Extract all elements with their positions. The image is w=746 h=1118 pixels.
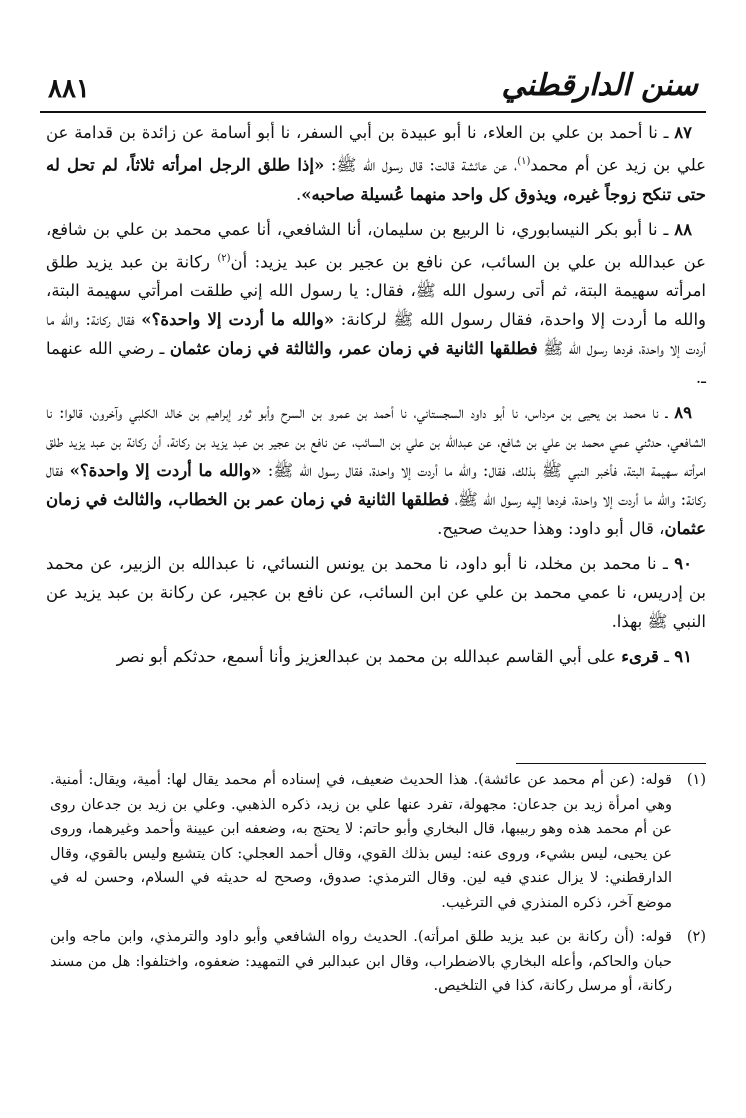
footnotes — [50, 768, 706, 1009]
hadith-paragraph — [46, 398, 706, 543]
hadith-text: فقال ركانة: والله ما أردت إلا واحدة، فردها رسول الله ﷺ — [46, 310, 706, 358]
hadith-paragraph — [46, 118, 706, 209]
hadith-paragraph — [46, 642, 706, 671]
hadith-text-bold: فطلقها الثانية في زمان عمر بن الخطاب، والثالث في زمان عثمان — [46, 490, 706, 538]
hadith-number: ٨٩ — [674, 403, 692, 422]
hadith-number: ٨٨ — [674, 219, 692, 239]
hadith-body — [46, 118, 706, 677]
hadith-text-bold: «والله ما أردت إلا واحدة؟» — [141, 310, 335, 329]
hadith-text-bold: قرىء — [621, 647, 659, 666]
footnote-mark: (١) — [686, 772, 706, 788]
hadith-text: ـ رضي الله عنهما ـ. — [46, 339, 706, 387]
hadith-number: ٩١ — [674, 647, 692, 666]
hadith-number: ٨٧ — [674, 123, 692, 142]
hadith-text-bold: فطلقها الثانية في زمان عمر، والثالثة في زمان عثمان — [169, 339, 538, 358]
page-header — [40, 68, 706, 112]
footnote-rule — [516, 763, 706, 764]
hadith-number: ٩٠ — [674, 554, 692, 573]
footnote-reference: (٢) — [217, 252, 231, 264]
hadith-text: ـ نا محمد بن مخلد، نا أبو داود، نا محمد بن يونس النسائي، نا عبدالله بن الزبير، عن محمد بن إدريس، نا عمي محمد بن علي عن ابن السائب، عن نافع بن عجير، عن ركانة بن عبد يزيد عن النبي ﷺ بهذا. — [46, 554, 706, 631]
hadith-text: ـ — [658, 647, 675, 666]
book-title: سنن الدارقطني — [501, 68, 698, 103]
hadith-text: ، قال أبو داود: وهذا حديث صحيح. — [437, 519, 665, 538]
hadith-text-bold: «والله ما أردت إلا واحدة؟» — [69, 461, 262, 480]
footnote — [50, 925, 706, 999]
hadith-text: ركانة بن عبد يزيد طلق امرأته سهيمة البتة، ثم أتى رسول الله ﷺ، فقال: يا رسول الله إني طلقت امرأتي سهيمة البتة، والله ما أردت إلا واحدة، فقال رسول الله ﷺ لركانة: — [46, 252, 707, 329]
footnote-mark: (٢) — [686, 929, 706, 945]
page-number: ٨٨١ — [48, 74, 90, 104]
hadith-paragraph — [46, 215, 706, 393]
hadith-text: فقال ركانة: والله ما أردت إلا واحدة، فردها إليه رسول الله ﷺ، — [46, 461, 706, 509]
hadith-text: ـ نا أحمد بن علي بن العلاء، نا أبو عبيدة بن أبي السفر، نا أبو أسامة عن زائدة بن قدامة عن علي بن زيد عن أم محمد — [46, 123, 706, 175]
footnote — [50, 768, 706, 915]
hadith-text: . — [295, 184, 302, 204]
hadith-text-bold: «إذا طلق الرجل امرأته ثلاثاً، لم تحل له حتى تنكح زوجاً غيره، ويذوق كل واحد منهما عُسيلة صاحبه» — [46, 155, 706, 204]
header-rule — [40, 111, 706, 113]
footnote-text: قوله: (عن أم محمد عن عائشة). هذا الحديث ضعيف، في إسناده أم محمد يقال لها: أمية، ويقال: أمنية. وهي امرأة زيد بن جدعان: مجهولة، تفرد عنها علي بن زيد، ذكره الذهبي. وعلي بن زيد بن جدعان روى عن أم محمد هذه وهو ربيبها، قال البخاري وأبو حاتم: لا يحتج به، وضعفه ابن عيينة وأحمد وغيرهما، وروى عن يحيى، ليس بشيء، وروى عنه: ليس بذلك القوي، وقال أحمد العجلي: كان يتشيع وليس بالقوي، وقال الدارقطني: لا يزال عندي فيه لين. وقال الترمذي: صدوق، وصحح له حديثه في السلام، وحسن له في موضع آخر، ذكره المنذري في الترغيب. — [50, 772, 672, 911]
hadith-paragraph — [46, 549, 706, 636]
footnote-reference: (١) — [517, 156, 531, 167]
hadith-text: على أبي القاسم عبدالله بن محمد بن عبدالعزيز وأنا أسمع، حدثكم أبو نصر — [116, 647, 622, 666]
hadith-text: ـ نا أبو بكر النيسابوري، نا الربيع بن سليمان، أنا الشافعي، أنا عمي محمد بن علي بن شافع، عن عبدالله بن علي بن السائب، عن نافع بن عجير بن عبد يزيد: أن — [46, 219, 706, 271]
footnote-text: قوله: (أن ركانة بن عبد يزيد طلق امرأته). الحديث رواه الشافعي وأبو داود والترمذي، وابن ماجه وابن حبان والحاكم، وأعله البخاري بالاضطراب، وقال ابن عبدالبر في التمهيد: ضعفوه، واختلفوا: هل من مسند ركانة، أو مرسل ركانة، كذا في التلخيص. — [50, 929, 672, 994]
hadith-text: ـ نا محمد بن يحيى بن مرداس، نا أبو داود السجستاني، نا أحمد بن عمرو بن السرح وأبو ثور إبراهيم بن خالد الكلبي وآخرون، قالوا: نا الشافعي، حدثني عمي محمد بن علي بن شافع، عن عبدالله بن علي بن السائب، عن نافع بن عجير بن عبد يزيد بن ركانة، أن ركانة بن عبد يزيد طلق امرأته سهيمة البتة، فأخبر النبي ﷺ بذلك، فقال: والله ما أردت إلا واحدة، فقال رسول الله ﷺ: — [46, 403, 706, 480]
hadith-text: ، عن عائشة قالت: قال رسول الله ﷺ: — [324, 155, 518, 175]
